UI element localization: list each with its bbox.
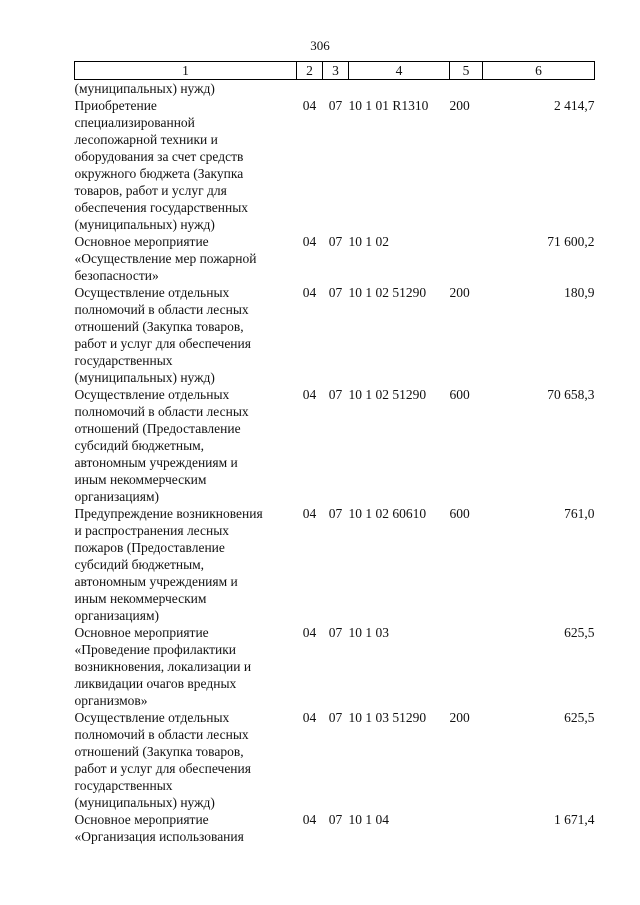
row-name xyxy=(75,624,297,709)
row-name-line: Основное мероприятие xyxy=(74,234,209,249)
row-name-line: окружного бюджета (Закупка xyxy=(74,166,244,181)
row-amount: 761,0 xyxy=(564,506,595,521)
row-name-line: полномочий в области лесных xyxy=(74,727,249,742)
row-name-line: Осуществление отдельных xyxy=(74,387,230,402)
row-name-line: Основное мероприятие xyxy=(74,625,209,640)
row-section-code: 04 xyxy=(302,234,317,249)
row-target-article-code: 10 1 02 xyxy=(348,234,389,249)
row-name-line: Основное мероприятие xyxy=(74,812,209,827)
row-name-line: (муниципальных) нужд) xyxy=(74,370,215,385)
row-subsection-code: 07 xyxy=(328,387,343,402)
row-name-line: отношений (Закупка товаров, xyxy=(74,319,244,334)
row-target-article-code: 10 1 03 xyxy=(348,625,389,640)
row-name-line: автономным учреждениям и xyxy=(74,455,238,470)
row-expense-type-code: 200 xyxy=(449,98,470,113)
table-body xyxy=(75,80,595,846)
row-name-line: организмов» xyxy=(74,693,148,708)
row-name-line: товаров, работ и услуг для xyxy=(74,183,227,198)
row-name-line: иным некоммерческим xyxy=(74,591,207,606)
row-target-article-code: 10 1 02 60610 xyxy=(348,506,427,521)
row-expense-type-code: 600 xyxy=(449,506,470,521)
header-col-4: 4 xyxy=(349,62,450,80)
row-target-article-code: 10 1 01 R1310 xyxy=(348,98,429,113)
row-name-line: обеспечения государственных xyxy=(74,200,249,215)
row-name xyxy=(75,80,297,98)
row-amount: 71 600,2 xyxy=(547,234,595,249)
header-col-2: 2 xyxy=(297,62,323,80)
row-name-line: Осуществление отдельных xyxy=(74,285,230,300)
row-expense-type-code: 600 xyxy=(449,387,470,402)
row-target-article-code: 10 1 02 51290 xyxy=(348,285,427,300)
row-name xyxy=(75,709,297,811)
row-name-line: работ и услуг для обеспечения xyxy=(74,761,251,776)
table-row xyxy=(75,505,595,624)
row-name xyxy=(75,811,297,845)
row-section-code: 04 xyxy=(302,285,317,300)
row-name-line: отношений (Предоставление xyxy=(74,421,241,436)
row-name-line: полномочий в области лесных xyxy=(74,302,249,317)
row-name xyxy=(75,233,297,284)
row-name-line: ликвидации очагов вредных xyxy=(74,676,237,691)
row-name-line: и распространения лесных xyxy=(74,523,230,538)
row-name xyxy=(75,284,297,386)
row-name-line: специализированной xyxy=(74,115,195,130)
row-section-code: 04 xyxy=(302,710,317,725)
table-row xyxy=(75,811,595,845)
row-section-code xyxy=(297,80,323,98)
row-section-code: 04 xyxy=(302,625,317,640)
row-name-line: возникновения, локализации и xyxy=(74,659,252,674)
row-name-line: автономным учреждениям и xyxy=(74,574,238,589)
row-amount xyxy=(483,80,595,98)
row-subsection-code: 07 xyxy=(328,234,343,249)
row-name-line: иным некоммерческим xyxy=(74,472,207,487)
row-name-line: пожаров (Предоставление xyxy=(74,540,225,555)
row-subsection-code: 07 xyxy=(328,98,343,113)
row-name-line: Предупреждение возникновения xyxy=(74,506,263,521)
row-amount: 625,5 xyxy=(564,710,595,725)
row-expense-type-code xyxy=(450,811,483,845)
row-expense-type-code: 200 xyxy=(449,285,470,300)
row-name-line: отношений (Закупка товаров, xyxy=(74,744,244,759)
row-target-article-code: 10 1 04 xyxy=(348,812,389,827)
row-amount: 70 658,3 xyxy=(547,387,595,402)
row-name-line: «Проведение профилактики xyxy=(74,642,236,657)
row-name xyxy=(75,505,297,624)
row-subsection-code xyxy=(323,80,349,98)
row-name-line: работ и услуг для обеспечения xyxy=(74,336,251,351)
row-name-line: «Осуществление мер пожарной xyxy=(74,251,257,266)
row-name-line: субсидий бюджетным, xyxy=(74,438,205,453)
row-section-code: 04 xyxy=(302,506,317,521)
row-section-code: 04 xyxy=(302,98,317,113)
table-row xyxy=(75,386,595,505)
row-name-line: организациям) xyxy=(74,608,160,623)
row-name-line: Осуществление отдельных xyxy=(74,710,230,725)
row-target-article-code: 10 1 02 51290 xyxy=(348,387,427,402)
row-name-line: Приобретение xyxy=(74,98,157,113)
table-row xyxy=(75,624,595,709)
row-subsection-code: 07 xyxy=(328,506,343,521)
row-amount: 1 671,4 xyxy=(554,812,595,827)
row-name-line: оборудования за счет средств xyxy=(74,149,244,164)
table-row xyxy=(75,284,595,386)
table-row xyxy=(75,233,595,284)
row-name-line: (муниципальных) нужд) xyxy=(74,795,215,810)
row-target-article-code xyxy=(349,80,450,98)
row-section-code: 04 xyxy=(302,812,317,827)
budget-table xyxy=(74,61,595,845)
header-col-6: 6 xyxy=(483,62,595,80)
table-row xyxy=(75,709,595,811)
row-name-line: «Организация использования xyxy=(74,829,244,844)
header-col-1: 1 xyxy=(75,62,297,80)
page-number: 306 xyxy=(310,38,330,53)
row-name-line: организациям) xyxy=(74,489,160,504)
row-name-line: субсидий бюджетным, xyxy=(74,557,205,572)
row-subsection-code: 07 xyxy=(328,625,343,640)
row-expense-type-code xyxy=(450,80,483,98)
row-subsection-code: 07 xyxy=(328,285,343,300)
row-name xyxy=(75,97,297,233)
row-name-line: полномочий в области лесных xyxy=(74,404,249,419)
row-expense-type-code xyxy=(450,624,483,709)
table-row xyxy=(75,97,595,233)
row-amount: 625,5 xyxy=(564,625,595,640)
table-header-row xyxy=(75,62,595,80)
row-name-line: безопасности» xyxy=(74,268,159,283)
row-name-line: лесопожарной техники и xyxy=(74,132,218,147)
row-name-line: государственных xyxy=(74,778,173,793)
table-row xyxy=(75,80,595,98)
row-amount: 2 414,7 xyxy=(554,98,595,113)
row-target-article-code: 10 1 03 51290 xyxy=(348,710,427,725)
row-subsection-code: 07 xyxy=(328,710,343,725)
row-name-line: государственных xyxy=(74,353,173,368)
row-subsection-code: 07 xyxy=(328,812,343,827)
row-name-line: (муниципальных) нужд) xyxy=(74,81,215,96)
row-section-code: 04 xyxy=(302,387,317,402)
row-name-line: (муниципальных) нужд) xyxy=(74,217,215,232)
row-expense-type-code xyxy=(450,233,483,284)
header-col-5: 5 xyxy=(450,62,483,80)
row-amount: 180,9 xyxy=(564,285,595,300)
row-expense-type-code: 200 xyxy=(449,710,470,725)
row-name xyxy=(75,386,297,505)
header-col-3: 3 xyxy=(323,62,349,80)
